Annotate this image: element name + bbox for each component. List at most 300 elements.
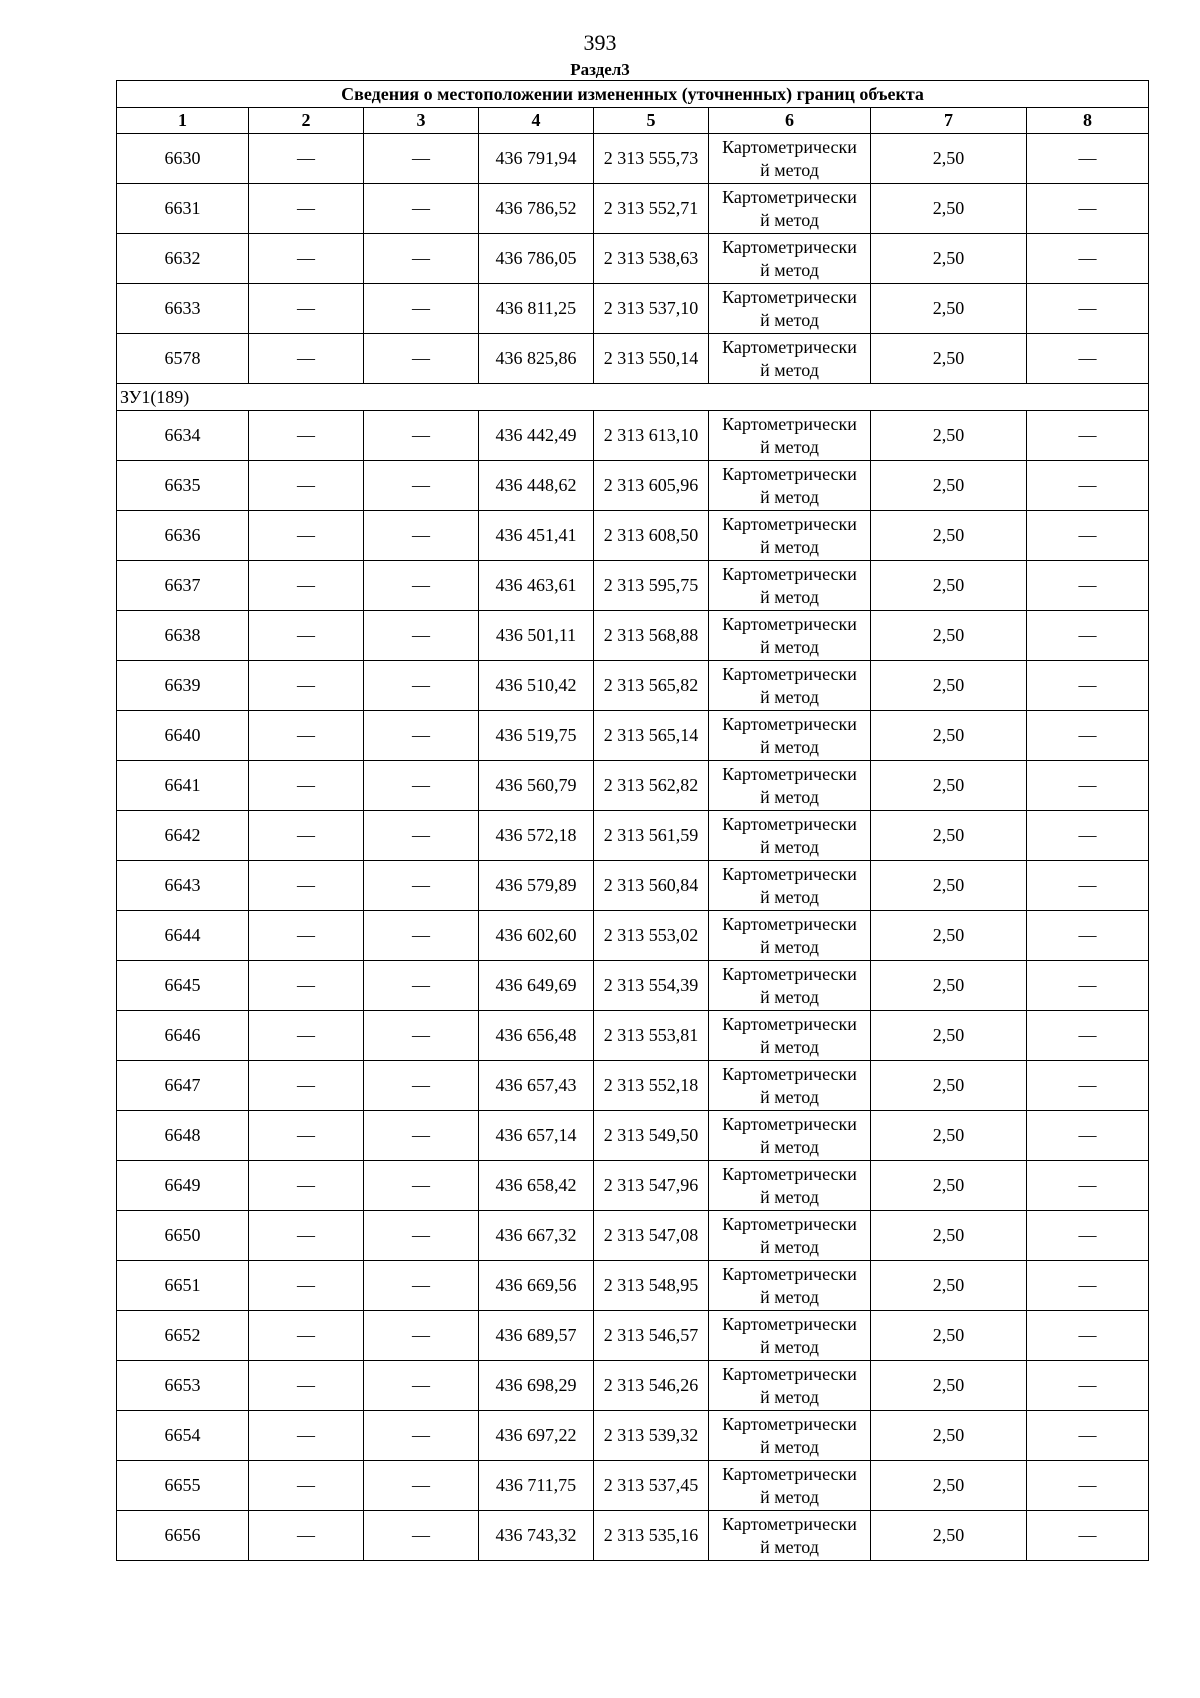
column-2-cell: —: [249, 234, 364, 284]
method-line: Картометрически: [722, 563, 857, 584]
x-coordinate: 436 602,60: [479, 911, 594, 961]
table-row: [117, 811, 1149, 861]
column-2-cell: —: [249, 1211, 364, 1261]
point-number: 6652: [117, 1311, 249, 1361]
table-row: [117, 711, 1149, 761]
column-3-cell: —: [364, 761, 479, 811]
method-cell: [709, 1311, 871, 1361]
table-row: [117, 411, 1149, 461]
table-row: [117, 1311, 1149, 1361]
method-line: Картометрически: [722, 1063, 857, 1084]
y-coordinate: 2 313 554,39: [594, 961, 709, 1011]
method-line: й метод: [760, 1186, 819, 1207]
method-line: Картометрически: [722, 1113, 857, 1134]
column-2-cell: —: [249, 1361, 364, 1411]
method-cell: [709, 711, 871, 761]
method-line: й метод: [760, 1236, 819, 1257]
column-2-cell: —: [249, 1111, 364, 1161]
group-label: ЗУ1(189): [117, 384, 1149, 411]
method-line: Картометрически: [722, 1363, 857, 1384]
column-8-cell: —: [1027, 811, 1149, 861]
column-8-cell: —: [1027, 1161, 1149, 1211]
point-number: 6638: [117, 611, 249, 661]
x-coordinate: 436 697,22: [479, 1411, 594, 1461]
accuracy: 2,50: [871, 561, 1027, 611]
method-line: й метод: [760, 936, 819, 957]
column-3-cell: —: [364, 1161, 479, 1211]
y-coordinate: 2 313 608,50: [594, 511, 709, 561]
y-coordinate: 2 313 613,10: [594, 411, 709, 461]
accuracy: 2,50: [871, 1161, 1027, 1211]
method-line: й метод: [760, 1386, 819, 1407]
accuracy: 2,50: [871, 1211, 1027, 1261]
method-cell: [709, 661, 871, 711]
method-line: й метод: [760, 1136, 819, 1157]
point-number: 6631: [117, 184, 249, 234]
table-title-row: [117, 81, 1149, 108]
column-2-cell: —: [249, 611, 364, 661]
column-3-cell: —: [364, 861, 479, 911]
method-line: Картометрически: [722, 1413, 857, 1434]
column-2-cell: —: [249, 184, 364, 234]
accuracy: 2,50: [871, 1261, 1027, 1311]
method-line: й метод: [760, 786, 819, 807]
method-line: й метод: [760, 1036, 819, 1057]
point-number: 6635: [117, 461, 249, 511]
point-number: 6646: [117, 1011, 249, 1061]
x-coordinate: 436 743,32: [479, 1511, 594, 1561]
column-3-cell: —: [364, 1111, 479, 1161]
column-8-cell: —: [1027, 761, 1149, 811]
accuracy: 2,50: [871, 1511, 1027, 1561]
method-line: й метод: [760, 1536, 819, 1557]
method-line: Картометрически: [722, 236, 857, 257]
method-line: й метод: [760, 986, 819, 1007]
table-row: [117, 761, 1149, 811]
x-coordinate: 436 791,94: [479, 134, 594, 184]
method-cell: [709, 284, 871, 334]
column-8-cell: —: [1027, 1061, 1149, 1111]
y-coordinate: 2 313 555,73: [594, 134, 709, 184]
accuracy: 2,50: [871, 1111, 1027, 1161]
table-row: [117, 1111, 1149, 1161]
y-coordinate: 2 313 537,45: [594, 1461, 709, 1511]
accuracy: 2,50: [871, 1461, 1027, 1511]
method-cell: [709, 961, 871, 1011]
section-title: Раздел3: [570, 60, 630, 79]
column-8-cell: —: [1027, 1011, 1149, 1061]
column-3-cell: —: [364, 1261, 479, 1311]
method-cell: [709, 1111, 871, 1161]
y-coordinate: 2 313 546,26: [594, 1361, 709, 1411]
column-number: 2: [249, 108, 364, 134]
x-coordinate: 436 510,42: [479, 661, 594, 711]
column-number: 4: [479, 108, 594, 134]
method-line: Картометрически: [722, 1463, 857, 1484]
column-8-cell: —: [1027, 711, 1149, 761]
column-2-cell: —: [249, 1261, 364, 1311]
x-coordinate: 436 786,05: [479, 234, 594, 284]
accuracy: 2,50: [871, 911, 1027, 961]
column-3-cell: —: [364, 661, 479, 711]
column-2-cell: —: [249, 661, 364, 711]
x-coordinate: 436 698,29: [479, 1361, 594, 1411]
point-number: 6656: [117, 1511, 249, 1561]
method-line: й метод: [760, 159, 819, 180]
column-3-cell: —: [364, 411, 479, 461]
method-line: Картометрически: [722, 336, 857, 357]
method-line: Картометрически: [722, 1213, 857, 1234]
table-row: [117, 1011, 1149, 1061]
method-line: й метод: [760, 359, 819, 380]
x-coordinate: 436 667,32: [479, 1211, 594, 1261]
method-line: й метод: [760, 259, 819, 280]
accuracy: 2,50: [871, 811, 1027, 861]
point-number: 6650: [117, 1211, 249, 1261]
column-8-cell: —: [1027, 1311, 1149, 1361]
accuracy: 2,50: [871, 461, 1027, 511]
method-cell: [709, 334, 871, 384]
x-coordinate: 436 519,75: [479, 711, 594, 761]
method-cell: [709, 1361, 871, 1411]
table-row: [117, 911, 1149, 961]
column-8-cell: —: [1027, 234, 1149, 284]
x-coordinate: 436 442,49: [479, 411, 594, 461]
method-line: Картометрически: [722, 913, 857, 934]
method-cell: [709, 234, 871, 284]
method-cell: [709, 561, 871, 611]
column-8-cell: —: [1027, 1411, 1149, 1461]
column-3-cell: —: [364, 561, 479, 611]
method-line: Картометрически: [722, 513, 857, 534]
point-number: 6643: [117, 861, 249, 911]
method-line: й метод: [760, 309, 819, 330]
column-3-cell: —: [364, 234, 479, 284]
column-2-cell: —: [249, 811, 364, 861]
column-2-cell: —: [249, 861, 364, 911]
method-cell: [709, 1011, 871, 1061]
x-coordinate: 436 786,52: [479, 184, 594, 234]
x-coordinate: 436 669,56: [479, 1261, 594, 1311]
accuracy: 2,50: [871, 711, 1027, 761]
column-8-cell: —: [1027, 184, 1149, 234]
method-cell: [709, 184, 871, 234]
y-coordinate: 2 313 549,50: [594, 1111, 709, 1161]
method-cell: [709, 411, 871, 461]
y-coordinate: 2 313 535,16: [594, 1511, 709, 1561]
column-8-cell: —: [1027, 284, 1149, 334]
column-2-cell: —: [249, 1161, 364, 1211]
method-line: Картометрически: [722, 413, 857, 434]
y-coordinate: 2 313 595,75: [594, 561, 709, 611]
y-coordinate: 2 313 560,84: [594, 861, 709, 911]
point-number: 6641: [117, 761, 249, 811]
accuracy: 2,50: [871, 1011, 1027, 1061]
method-line: Картометрически: [722, 463, 857, 484]
y-coordinate: 2 313 537,10: [594, 284, 709, 334]
column-3-cell: —: [364, 1361, 479, 1411]
method-cell: [709, 1261, 871, 1311]
table-row: [117, 861, 1149, 911]
table-row: [117, 611, 1149, 661]
table-row: [117, 1261, 1149, 1311]
column-2-cell: —: [249, 461, 364, 511]
method-line: й метод: [760, 1486, 819, 1507]
column-3-cell: —: [364, 461, 479, 511]
point-number: 6649: [117, 1161, 249, 1211]
column-8-cell: —: [1027, 511, 1149, 561]
column-8-cell: —: [1027, 561, 1149, 611]
point-number: 6651: [117, 1261, 249, 1311]
point-number: 6644: [117, 911, 249, 961]
point-number: 6653: [117, 1361, 249, 1411]
column-2-cell: —: [249, 911, 364, 961]
accuracy: 2,50: [871, 761, 1027, 811]
accuracy: 2,50: [871, 961, 1027, 1011]
method-line: й метод: [760, 1286, 819, 1307]
table-row: [117, 1061, 1149, 1111]
column-3-cell: —: [364, 1511, 479, 1561]
table-row: [117, 1461, 1149, 1511]
x-coordinate: 436 572,18: [479, 811, 594, 861]
point-number: 6648: [117, 1111, 249, 1161]
table-row: [117, 1411, 1149, 1461]
y-coordinate: 2 313 547,96: [594, 1161, 709, 1211]
y-coordinate: 2 313 546,57: [594, 1311, 709, 1361]
table-title: Сведения о местоположении измененных (уточненных) границ объекта: [117, 81, 1149, 108]
y-coordinate: 2 313 538,63: [594, 234, 709, 284]
method-line: й метод: [760, 586, 819, 607]
method-cell: [709, 611, 871, 661]
y-coordinate: 2 313 562,82: [594, 761, 709, 811]
point-number: 6640: [117, 711, 249, 761]
accuracy: 2,50: [871, 1361, 1027, 1411]
column-3-cell: —: [364, 284, 479, 334]
method-cell: [709, 861, 871, 911]
method-line: й метод: [760, 836, 819, 857]
table-row: [117, 234, 1149, 284]
y-coordinate: 2 313 548,95: [594, 1261, 709, 1311]
table-row: [117, 1361, 1149, 1411]
y-coordinate: 2 313 552,18: [594, 1061, 709, 1111]
column-number: 1: [117, 108, 249, 134]
x-coordinate: 436 711,75: [479, 1461, 594, 1511]
y-coordinate: 2 313 552,71: [594, 184, 709, 234]
point-number: 6578: [117, 334, 249, 384]
accuracy: 2,50: [871, 511, 1027, 561]
method-line: Картометрически: [722, 1513, 857, 1534]
column-8-cell: —: [1027, 411, 1149, 461]
y-coordinate: 2 313 539,32: [594, 1411, 709, 1461]
x-coordinate: 436 448,62: [479, 461, 594, 511]
method-line: Картометрически: [722, 963, 857, 984]
method-line: Картометрически: [722, 1163, 857, 1184]
column-8-cell: —: [1027, 1361, 1149, 1411]
column-8-cell: —: [1027, 134, 1149, 184]
accuracy: 2,50: [871, 861, 1027, 911]
method-line: й метод: [760, 1436, 819, 1457]
x-coordinate: 436 579,89: [479, 861, 594, 911]
y-coordinate: 2 313 550,14: [594, 334, 709, 384]
method-line: й метод: [760, 636, 819, 657]
table-row: [117, 1211, 1149, 1261]
column-2-cell: —: [249, 761, 364, 811]
column-8-cell: —: [1027, 1211, 1149, 1261]
column-8-cell: —: [1027, 661, 1149, 711]
column-3-cell: —: [364, 1011, 479, 1061]
x-coordinate: 436 451,41: [479, 511, 594, 561]
column-2-cell: —: [249, 284, 364, 334]
column-3-cell: —: [364, 1411, 479, 1461]
point-number: 6645: [117, 961, 249, 1011]
method-line: Картометрически: [722, 863, 857, 884]
column-3-cell: —: [364, 184, 479, 234]
x-coordinate: 436 501,11: [479, 611, 594, 661]
y-coordinate: 2 313 565,82: [594, 661, 709, 711]
method-line: й метод: [760, 686, 819, 707]
method-line: Картометрически: [722, 663, 857, 684]
table-row: [117, 1511, 1149, 1561]
method-line: Картометрически: [722, 1013, 857, 1034]
method-cell: [709, 1461, 871, 1511]
method-cell: [709, 761, 871, 811]
y-coordinate: 2 313 561,59: [594, 811, 709, 861]
method-line: й метод: [760, 536, 819, 557]
accuracy: 2,50: [871, 1061, 1027, 1111]
column-2-cell: —: [249, 1411, 364, 1461]
column-3-cell: —: [364, 961, 479, 1011]
accuracy: 2,50: [871, 184, 1027, 234]
column-2-cell: —: [249, 1011, 364, 1061]
method-line: Картометрически: [722, 1313, 857, 1334]
y-coordinate: 2 313 568,88: [594, 611, 709, 661]
column-3-cell: —: [364, 611, 479, 661]
method-line: й метод: [760, 209, 819, 230]
method-cell: [709, 461, 871, 511]
x-coordinate: 436 657,43: [479, 1061, 594, 1111]
method-line: Картометрически: [722, 286, 857, 307]
x-coordinate: 436 649,69: [479, 961, 594, 1011]
method-cell: [709, 1161, 871, 1211]
method-line: й метод: [760, 1336, 819, 1357]
point-number: 6636: [117, 511, 249, 561]
column-number: 3: [364, 108, 479, 134]
column-2-cell: —: [249, 1461, 364, 1511]
column-3-cell: —: [364, 134, 479, 184]
accuracy: 2,50: [871, 411, 1027, 461]
column-8-cell: —: [1027, 461, 1149, 511]
column-2-cell: —: [249, 1511, 364, 1561]
column-8-cell: —: [1027, 334, 1149, 384]
column-8-cell: —: [1027, 1111, 1149, 1161]
accuracy: 2,50: [871, 1411, 1027, 1461]
column-8-cell: —: [1027, 961, 1149, 1011]
column-8-cell: —: [1027, 911, 1149, 961]
method-line: й метод: [760, 436, 819, 457]
method-line: Картометрически: [722, 813, 857, 834]
x-coordinate: 436 825,86: [479, 334, 594, 384]
column-2-cell: —: [249, 411, 364, 461]
column-2-cell: —: [249, 711, 364, 761]
group-row: [117, 384, 1149, 411]
table-row: [117, 461, 1149, 511]
x-coordinate: 436 811,25: [479, 284, 594, 334]
point-number: 6647: [117, 1061, 249, 1111]
column-3-cell: —: [364, 911, 479, 961]
page-number: 393: [583, 30, 617, 55]
method-line: Картометрически: [722, 713, 857, 734]
method-cell: [709, 1211, 871, 1261]
method-cell: [709, 911, 871, 961]
x-coordinate: 436 463,61: [479, 561, 594, 611]
point-number: 6655: [117, 1461, 249, 1511]
method-line: Картометрически: [722, 613, 857, 634]
accuracy: 2,50: [871, 134, 1027, 184]
method-line: Картометрически: [722, 136, 857, 157]
column-8-cell: —: [1027, 861, 1149, 911]
method-cell: [709, 511, 871, 561]
column-3-cell: —: [364, 1311, 479, 1361]
x-coordinate: 436 656,48: [479, 1011, 594, 1061]
method-line: Картометрически: [722, 763, 857, 784]
method-line: й метод: [760, 736, 819, 757]
method-line: й метод: [760, 886, 819, 907]
column-number: 8: [1027, 108, 1149, 134]
column-3-cell: —: [364, 1461, 479, 1511]
column-8-cell: —: [1027, 1461, 1149, 1511]
method-line: й метод: [760, 486, 819, 507]
column-3-cell: —: [364, 811, 479, 861]
method-cell: [709, 1411, 871, 1461]
table-row: [117, 961, 1149, 1011]
method-cell: [709, 134, 871, 184]
accuracy: 2,50: [871, 611, 1027, 661]
column-8-cell: —: [1027, 1511, 1149, 1561]
column-number: 7: [871, 108, 1027, 134]
table-row: [117, 334, 1149, 384]
method-line: й метод: [760, 1086, 819, 1107]
column-2-cell: —: [249, 561, 364, 611]
table-row: [117, 184, 1149, 234]
table-row: [117, 134, 1149, 184]
point-number: 6634: [117, 411, 249, 461]
boundary-table: [116, 80, 1149, 1561]
table-row: [117, 511, 1149, 561]
table-row: [117, 284, 1149, 334]
point-number: 6642: [117, 811, 249, 861]
accuracy: 2,50: [871, 234, 1027, 284]
column-2-cell: —: [249, 1311, 364, 1361]
column-number: 6: [709, 108, 871, 134]
column-number: 5: [594, 108, 709, 134]
y-coordinate: 2 313 565,14: [594, 711, 709, 761]
column-3-cell: —: [364, 334, 479, 384]
x-coordinate: 436 658,42: [479, 1161, 594, 1211]
x-coordinate: 436 689,57: [479, 1311, 594, 1361]
accuracy: 2,50: [871, 661, 1027, 711]
method-cell: [709, 1061, 871, 1111]
x-coordinate: 436 657,14: [479, 1111, 594, 1161]
method-line: Картометрически: [722, 1263, 857, 1284]
method-cell: [709, 811, 871, 861]
column-number-row: [117, 108, 1149, 134]
accuracy: 2,50: [871, 1311, 1027, 1361]
column-2-cell: —: [249, 1061, 364, 1111]
point-number: 6632: [117, 234, 249, 284]
y-coordinate: 2 313 553,81: [594, 1011, 709, 1061]
column-3-cell: —: [364, 511, 479, 561]
method-line: Картометрически: [722, 186, 857, 207]
